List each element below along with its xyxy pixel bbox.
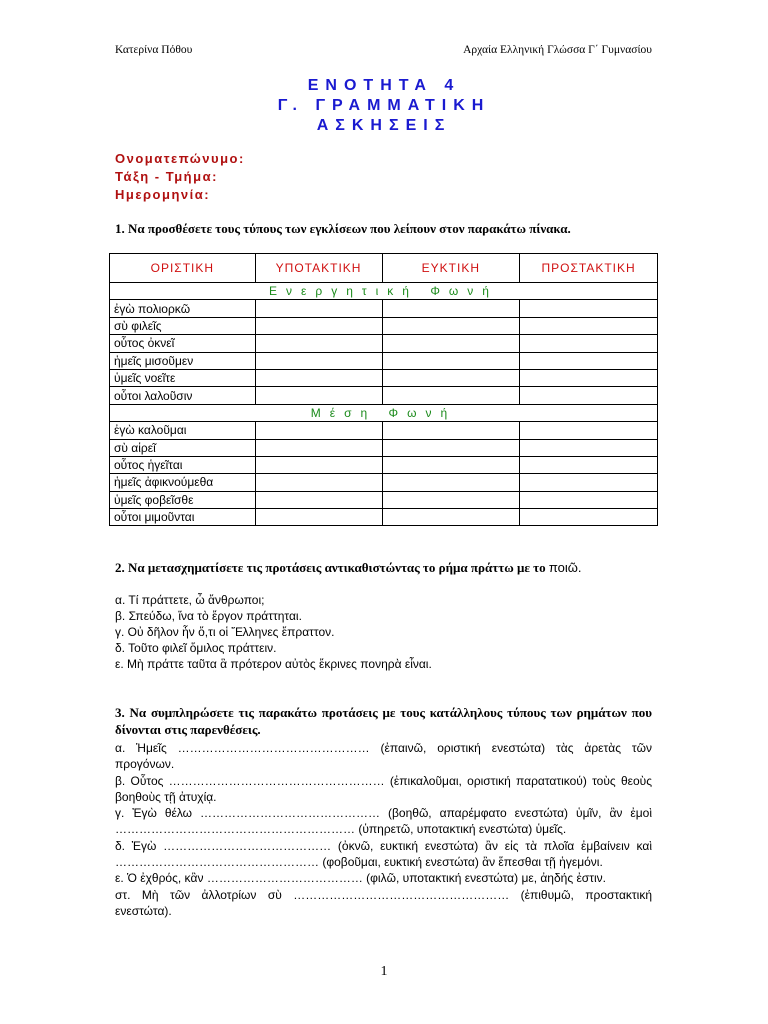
table-row [110,509,658,526]
exercise1-number: 1. [115,221,125,236]
answer-cell[interactable] [382,456,520,473]
title-block [0,76,768,136]
answer-cell[interactable] [255,509,382,526]
header-author: Κατερίνα Πόθου [115,44,193,56]
section-title: Γ. ΓΡΑΜΜΑΤΙΚΗ [277,97,491,114]
answer-cell[interactable] [382,352,520,369]
exercise3-items [115,740,652,919]
answer-cell[interactable] [520,456,658,473]
exercise3-instruction [115,704,652,738]
unit-title: ΕΝΟΤΗΤΑ 4 [307,77,461,94]
table-row [110,474,658,491]
answer-cell[interactable] [255,491,382,508]
table-header-row [110,254,658,283]
answer-cell[interactable] [382,369,520,386]
answer-cell[interactable] [520,300,658,317]
answer-cell[interactable] [255,456,382,473]
answer-cell[interactable] [382,474,520,491]
table-row [110,352,658,369]
answer-cell[interactable] [255,439,382,456]
exercise3-number: 3. [115,705,125,720]
answer-cell[interactable] [382,422,520,439]
exercise2-verb: ποιῶ. [548,560,582,575]
exercise2-text: Να μετασχηματίσετε τις προτάσεις αντικαθιστώντας το ρήμα πράττω με το [128,560,546,575]
section-row-active [110,283,658,300]
section-middle-voice: Μέση Φωνή [110,404,658,421]
list-item: β. Οὗτος ……………………………………………… (ἐπικαλοῦμαι, οριστική παρατατικού) τοὺς θεοὺς βοηθοὺς τῇ ἀτυχίᾳ. [115,773,652,804]
verb-cell: οὗτος ὀκνεῖ [110,335,256,352]
exercise2-number: 2. [115,560,125,575]
page-number: 1 [380,964,388,979]
exercise2-instruction [115,559,652,576]
list-item: α. Τί πράττετε, ὦ ἄνθρωποι; [115,593,265,607]
verb-cell: ἐγὼ πολιορκῶ [110,300,256,317]
answer-cell[interactable] [255,387,382,404]
answer-cell[interactable] [255,317,382,334]
exercises-title: ΑΣΚΗΣΕΙΣ [316,117,452,134]
section-row-middle [110,404,658,421]
list-item: δ. Ἐγὼ …………………………………… (ὀκνῶ, ευκτική ενεστώτα) ἂν εἰς τὰ πλοῖα ἐμβαίνειν καὶ …………………………………………… (φοβοῦμαι, ευκτική ενεστώτα) ἂν ἕπεσθαι τῇ ἡγεμόνι. [115,838,652,870]
section-active-voice: Ενεργητική Φωνή [110,283,658,300]
verb-cell: οὗτοι λαλοῦσιν [110,387,256,404]
list-item: ε. Ὁ ἐχθρός, κἂν ………………………………… (φιλῶ, υποτακτική ενεστώτα) με, ἀηδής ἐστιν. [115,871,606,886]
table-row [110,387,658,404]
exercise2-items [115,592,652,672]
verb-cell: ὑμεῖς φοβεῖσθε [110,491,256,508]
list-item: γ. Ἐγὼ θέλω ……………………………………… (βοηθῶ, απαρέμφατο ενεστώτα) ὑμῖν, ἂν ἐμοὶ …………………………………………………… (ὑπηρετῶ, υποτακτική ενεστώτα) ὑμεῖς. [115,806,652,837]
exercise1-text: Να προσθέσετε τους τύπους των εγκλίσεων που λείπουν στον παρακάτω πίνακα. [128,221,571,236]
class-field-label: Τάξη - Τμήμα: [115,169,218,184]
answer-cell[interactable] [382,335,520,352]
answer-cell[interactable] [382,317,520,334]
answer-cell[interactable] [382,509,520,526]
table-row [110,439,658,456]
answer-cell[interactable] [520,509,658,526]
list-item: β. Σπεύδω, ἵνα τὸ ἔργον πράττηται. [115,609,302,623]
answer-cell[interactable] [255,335,382,352]
table-row [110,422,658,439]
verb-cell: σὺ φιλεῖς [110,317,256,334]
table-row [110,491,658,508]
exercise1-instruction [115,220,652,237]
exercise3-text: Να συμπληρώσετε τις παρακάτω προτάσεις με τους κατάλληλους τύπους των ρημάτων που δίνονται στις παρενθέσεις. [115,705,653,737]
answer-cell[interactable] [255,474,382,491]
answer-cell[interactable] [520,439,658,456]
table-row [110,456,658,473]
verb-cell: ὑμεῖς νοεῖτε [110,369,256,386]
table-row [110,369,658,386]
answer-cell[interactable] [255,369,382,386]
header-course: Αρχαία Ελληνική Γλώσσα Γ΄ Γυμνασίου [463,44,652,56]
answer-cell[interactable] [520,317,658,334]
answer-cell[interactable] [255,352,382,369]
answer-cell[interactable] [382,387,520,404]
answer-cell[interactable] [520,422,658,439]
list-item: γ. Οὐ δῆλον ἦν ὅ,τι οἱ Ἕλληνες ἔπραττον. [115,625,335,639]
list-item: ε. Μὴ πράττε ταῦτα ἃ πρότερον αὐτὸς ἔκρινες πονηρὰ εἶναι. [115,657,432,671]
table-row [110,300,658,317]
answer-cell[interactable] [382,439,520,456]
date-field-label: Ημερομηνία: [115,187,211,202]
answer-cell[interactable] [520,387,658,404]
verb-cell: ἡμεῖς ἀφικνούμεθα [110,474,256,491]
answer-cell[interactable] [520,474,658,491]
verb-cell: οὗτοι μιμοῦνται [110,509,256,526]
conjugation-table [109,253,658,526]
col-imperative: ΠΡΟΣΤΑΚΤΙΚΗ [520,254,658,283]
answer-cell[interactable] [520,352,658,369]
list-item: δ. Τοῦτο φιλεῖ ὅμιλος πράττειν. [115,641,277,655]
student-fields [115,150,245,204]
answer-cell[interactable] [255,300,382,317]
col-indicative: ΟΡΙΣΤΙΚΗ [110,254,256,283]
answer-cell[interactable] [520,491,658,508]
list-item: στ. Μὴ τῶν ἀλλοτρίων σὺ ……………………………………………… (ἐπιθυμῶ, προστακτική ενεστώτα). [115,887,652,918]
table-row [110,335,658,352]
answer-cell[interactable] [382,300,520,317]
table-row [110,317,658,334]
verb-cell: σὺ αἱρεῖ [110,439,256,456]
verb-cell: ἐγὼ καλοῦμαι [110,422,256,439]
col-subjunctive: ΥΠΟΤΑΚΤΙΚΗ [255,254,382,283]
name-field-label: Ονοματεπώνυμο: [115,151,245,166]
answer-cell[interactable] [255,422,382,439]
answer-cell[interactable] [382,491,520,508]
verb-cell: οὗτος ἡγεῖται [110,456,256,473]
verb-cell: ἡμεῖς μισοῦμεν [110,352,256,369]
answer-cell[interactable] [520,335,658,352]
col-optative: ΕΥΚΤΙΚΗ [382,254,520,283]
list-item: α. Ἡμεῖς ………………………………………… (ἐπαινῶ, οριστική ενεστώτα) τὰς ἀρετὰς τῶν προγόνων. [115,741,652,772]
answer-cell[interactable] [520,369,658,386]
